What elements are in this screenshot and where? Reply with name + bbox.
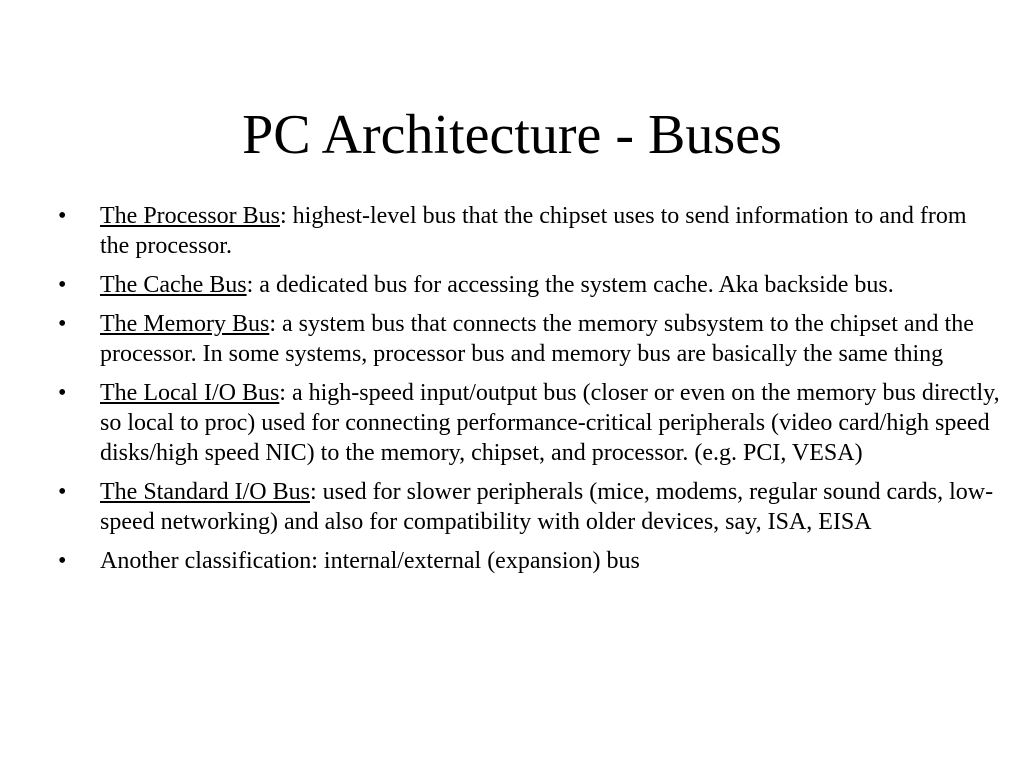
bullet-item-local-io-bus <box>58 378 1000 468</box>
bullet-icon: • <box>58 479 67 505</box>
bullet-icon: • <box>58 203 67 229</box>
bullet-text: : a high-speed input/output bus (closer or even on the memory bus directly, so local to proc) used for connecting performance-critical peripherals (video card/high speed disks/high speed NIC) to the memory, chipset, and processor. (e.g. PCI, VESA) <box>100 380 1000 466</box>
bullet-item-processor-bus <box>58 201 1000 261</box>
bullet-list <box>58 201 1000 585</box>
bullet-icon: • <box>58 272 67 298</box>
bullet-item-cache-bus <box>58 270 1000 300</box>
bullet-text: Another classification: internal/external (expansion) bus <box>100 548 640 574</box>
bullet-text: : a system bus that connects the memory subsystem to the chipset and the processor. In some systems, processor bus and memory bus are basically the same thing <box>100 311 974 367</box>
bullet-item-classification <box>58 546 1000 576</box>
bullet-item-memory-bus <box>58 309 1000 369</box>
bullet-term: The Memory Bus <box>100 311 270 337</box>
bullet-text: : used for slower peripherals (mice, modems, regular sound cards, low-speed networking) and also for compatibility with older devices, say, ISA, EISA <box>100 479 994 535</box>
bullet-icon: • <box>58 311 67 337</box>
bullet-text: : a dedicated bus for accessing the system cache. Aka backside bus. <box>246 272 894 298</box>
bullet-icon: • <box>58 380 67 406</box>
bullet-item-standard-io-bus <box>58 477 1000 537</box>
bullet-text: : highest-level bus that the chipset uses to send information to and from the processor. <box>100 203 967 259</box>
bullet-term: The Cache Bus <box>100 272 247 298</box>
bullet-icon: • <box>58 548 67 574</box>
slide-title: PC Architecture - Buses <box>242 104 782 166</box>
bullet-term: The Local I/O Bus <box>100 380 280 406</box>
bullet-term: The Standard I/O Bus <box>100 479 310 505</box>
bullet-term: The Processor Bus <box>100 203 280 229</box>
